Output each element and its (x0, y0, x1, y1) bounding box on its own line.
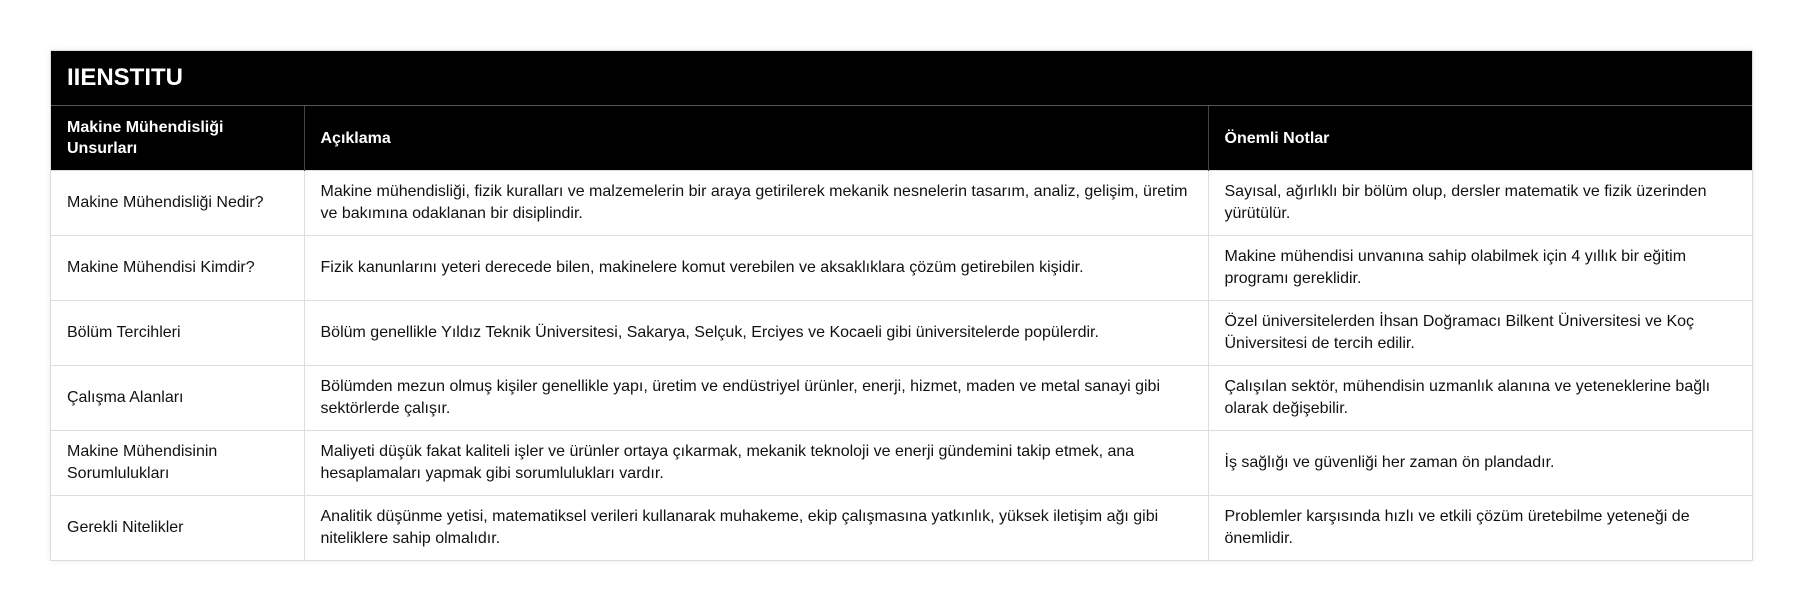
cell-unsur: Bölüm Tercihleri (51, 301, 304, 366)
table-row (51, 366, 1752, 431)
column-header-notlar: Önemli Notlar (1208, 106, 1752, 171)
cell-unsur: Çalışma Alanları (51, 366, 304, 431)
data-table (51, 106, 1752, 560)
table-header (51, 106, 1752, 171)
column-header-aciklama: Açıklama (304, 106, 1208, 171)
table-card (50, 50, 1753, 561)
cell-aciklama: Bölümden mezun olmuş kişiler genellikle yapı, üretim ve endüstriyel ürünler, enerji, hizmet, maden ve metal sanayi gibi sektörlerde çalışır. (304, 366, 1208, 431)
table-row (51, 171, 1752, 236)
table-row (51, 301, 1752, 366)
brand-title: IIENSTITU (51, 51, 1752, 106)
cell-unsur: Makine Mühendisi Kimdir? (51, 236, 304, 301)
cell-not: Problemler karşısında hızlı ve etkili çözüm üretebilme yeteneği de önemlidir. (1208, 496, 1752, 561)
cell-unsur: Makine Mühendisliği Nedir? (51, 171, 304, 236)
cell-not: Çalışılan sektör, mühendisin uzmanlık alanına ve yeteneklerine bağlı olarak değişebilir. (1208, 366, 1752, 431)
column-header-unsurlar: Makine Mühendisliği Unsurları (51, 106, 304, 171)
table-row (51, 496, 1752, 561)
cell-not: İş sağlığı ve güvenliği her zaman ön plandadır. (1208, 431, 1752, 496)
cell-unsur: Makine Mühendisinin Sorumlulukları (51, 431, 304, 496)
cell-aciklama: Analitik düşünme yetisi, matematiksel verileri kullanarak muhakeme, ekip çalışmasına yatkınlık, yüksek iletişim ağı gibi niteliklere sahip olmalıdır. (304, 496, 1208, 561)
table-row (51, 431, 1752, 496)
table-row (51, 236, 1752, 301)
cell-not: Sayısal, ağırlıklı bir bölüm olup, dersler matematik ve fizik üzerinden yürütülür. (1208, 171, 1752, 236)
cell-aciklama: Makine mühendisliği, fizik kuralları ve malzemelerin bir araya getirilerek mekanik nesnelerin tasarım, analiz, gelişim, üretim ve bakımına odaklanan bir disiplindir. (304, 171, 1208, 236)
cell-aciklama: Maliyeti düşük fakat kaliteli işler ve ürünler ortaya çıkarmak, mekanik teknoloji ve enerji gündemini takip etmek, ana hesaplamaları yapmak gibi sorumlulukları vardır. (304, 431, 1208, 496)
cell-unsur: Gerekli Nitelikler (51, 496, 304, 561)
cell-not: Özel üniversitelerden İhsan Doğramacı Bilkent Üniversitesi ve Koç Üniversitesi de tercih edilir. (1208, 301, 1752, 366)
cell-aciklama: Bölüm genellikle Yıldız Teknik Üniversitesi, Sakarya, Selçuk, Erciyes ve Kocaeli gibi üniversitelerde popülerdir. (304, 301, 1208, 366)
cell-aciklama: Fizik kanunlarını yeteri derecede bilen, makinelere komut verebilen ve aksaklıklara çözüm getirebilen kişidir. (304, 236, 1208, 301)
cell-not: Makine mühendisi unvanına sahip olabilmek için 4 yıllık bir eğitim programı gereklidir. (1208, 236, 1752, 301)
table-body (51, 171, 1752, 561)
